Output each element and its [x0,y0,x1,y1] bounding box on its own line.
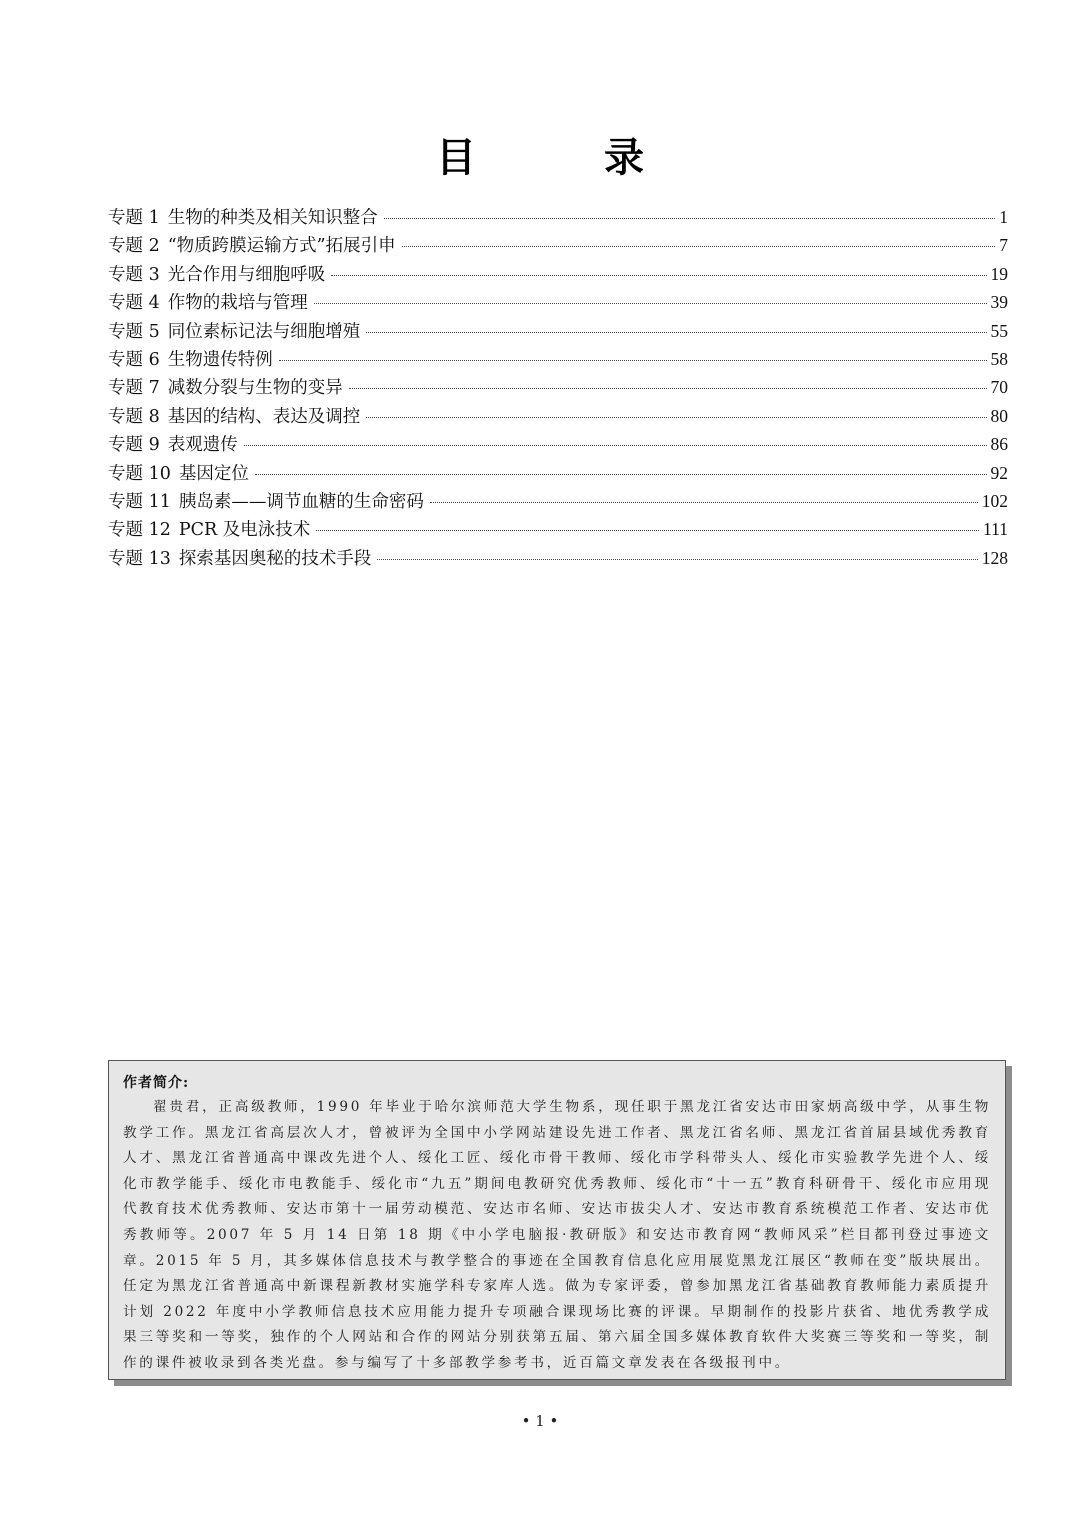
toc-entry-title: 光合作用与细胞呼吸 [167,264,326,285]
toc-entry-page: 86 [990,434,1008,455]
toc-dot-leader [366,322,986,333]
toc-entry-number: 专题 4 [108,293,160,314]
toc-entry-label [108,516,314,544]
toc-entry[interactable] [108,487,1008,515]
toc-entry-title: 胰岛素——调节血糖的生命密码 [178,491,424,512]
toc-entry-number: 专题 8 [108,406,160,427]
toc-entry-title: 基因定位 [178,463,249,484]
toc-entry-title: 作物的栽培与管理 [167,293,308,314]
toc-entry-page: 111 [983,519,1008,540]
toc-entry-number: 专题 10 [108,463,171,484]
toc-entry-label [108,204,382,232]
toc-entry-page: 80 [990,405,1008,426]
toc-entry-number: 专题 1 [108,208,160,228]
page-number: • 1 • [521,1412,559,1430]
toc-entry-page: 19 [990,263,1008,284]
toc-entry-title: 探索基因奥秘的技术手段 [178,548,372,569]
toc-entry-number: 专题 2 [108,236,160,257]
toc-entry-label [108,403,364,431]
toc-entry[interactable] [108,345,1008,373]
toc-entry-page: 58 [990,348,1008,369]
author-bio-heading: 作者简介: [123,1075,190,1091]
toc-entry-title: “物质跨膜运输方式”拓展引申 [167,236,396,257]
toc-entry[interactable] [108,459,1008,487]
toc-entry-number: 专题 5 [108,321,160,342]
toc-dot-leader [314,293,987,304]
toc-dot-leader [316,520,979,531]
toc-dot-leader [349,378,987,389]
toc-entry-title: 生物的种类及相关知识整合 [167,208,378,228]
toc-dot-leader [255,464,987,475]
toc-dot-leader [377,549,977,560]
toc-entry-number: 专题 7 [108,378,160,399]
toc-dot-leader [430,492,978,503]
toc-entry-page: 128 [981,547,1008,568]
toc-entry-title: 减数分裂与生物的变异 [167,378,343,399]
toc-entry-label [108,318,364,346]
toc-entry-label [108,431,242,459]
toc-dot-leader [366,407,986,418]
toc-entry-number: 专题 3 [108,264,160,285]
toc-entry-number: 专题 9 [108,435,160,456]
toc-entry[interactable] [108,317,1008,345]
toc-entry-page: 1 [999,207,1008,227]
toc-dot-leader [331,265,986,276]
author-bio-box [108,1060,1006,1380]
toc-entry-page: 7 [999,235,1008,256]
toc-entry[interactable] [108,544,1008,572]
toc-entry-page: 39 [990,292,1008,313]
toc-entry-number: 专题 12 [108,520,171,541]
toc-entry-label [108,232,400,260]
toc-entry-label [108,460,253,488]
toc-entry-title: 表观遗传 [167,435,238,456]
toc-entry-title: 生物遗传特例 [167,349,273,370]
page-title: 目 录 [436,134,688,181]
toc-entry-label [108,488,428,516]
toc-entry[interactable] [108,260,1008,288]
toc-entry[interactable] [108,373,1008,401]
toc-dot-leader [402,236,996,247]
toc-dot-leader [384,208,996,219]
toc-entry[interactable] [108,515,1008,543]
toc-entry[interactable] [108,430,1008,458]
toc-entry-label [108,346,277,374]
toc-entry-label [108,261,329,289]
table-of-contents [108,203,1008,572]
toc-entry-title: 同位素标记法与细胞增殖 [167,321,361,342]
toc-entry-number: 专题 13 [108,548,171,569]
toc-entry-title: 基因的结构、表达及调控 [167,406,361,427]
toc-entry-number: 专题 6 [108,349,160,370]
toc-entry-label [108,545,375,573]
toc-entry-page: 55 [990,320,1008,341]
toc-entry-label [108,289,312,317]
toc-dot-leader [244,435,987,446]
toc-entry-number: 专题 11 [108,491,171,512]
toc-entry-page: 102 [981,490,1008,511]
toc-entry-title: PCR 及电泳技术 [178,520,311,541]
toc-entry-label [108,374,347,402]
toc-entry-page: 92 [990,462,1008,483]
toc-entry[interactable] [108,402,1008,430]
author-bio-text: 翟贵君，正高级教师，1990 年毕业于哈尔滨师范大学生物系，现任职于黑龙江省安达市田家炳高级中学，从事生物教学工作。黑龙江省高层次人才，曾被评为全国中小学网站建设先进工作者、黑龙江省名师、黑龙江省首届县域优秀教育人才、黑龙江省普通高中课改先进个人、绥化工匠、绥化市骨干教师、绥化市学科带头人、绥化市实验教学先进个人、绥化市教学能手、绥化市电教能手、绥化市“九五”期间电教研究优秀教师、绥化市“十一五”教育科研骨干、绥化市应用现代教育技术优秀教师、安达市第十一届劳动模范、安达市名师、安达市拔尖人才、安达市教育系统模范工作者、安达市优秀教师等。2007 年 5 月 14 日第 18 期《中小学电脑报·教研版》和安达市教育网“教师风采”栏目都刊登过事迹文章。2015 年 5 月，其多媒体信息技术与教学整合的事迹在全国教育信息化应用展览黑龙江展区“教师在变”版块展出。任定为黑龙江省普通高中新课程新教材实施学科专家库人选。做为专家评委，曾参加黑龙江省基础教育教师能力素质提升计划 2022 年度中小学教师信息技术应用能力提升专项融合课现场比赛的评课。早期制作的投影片获省、地优秀教学成果三等奖和一等奖，独作的个人网站和合作的网站分别获第五届、第六届全国多媒体教育软件大奖赛三等奖和一等奖，制作的课件被收录到各类光盘。参与编写了十多部教学参考书，近百篇文章发表在各级报刊中。 [123,1099,991,1371]
toc-entry-page: 70 [990,377,1008,398]
toc-entry[interactable] [108,231,1008,259]
toc-entry[interactable] [108,203,1008,231]
toc-dot-leader [279,350,987,361]
toc-entry[interactable] [108,288,1008,316]
